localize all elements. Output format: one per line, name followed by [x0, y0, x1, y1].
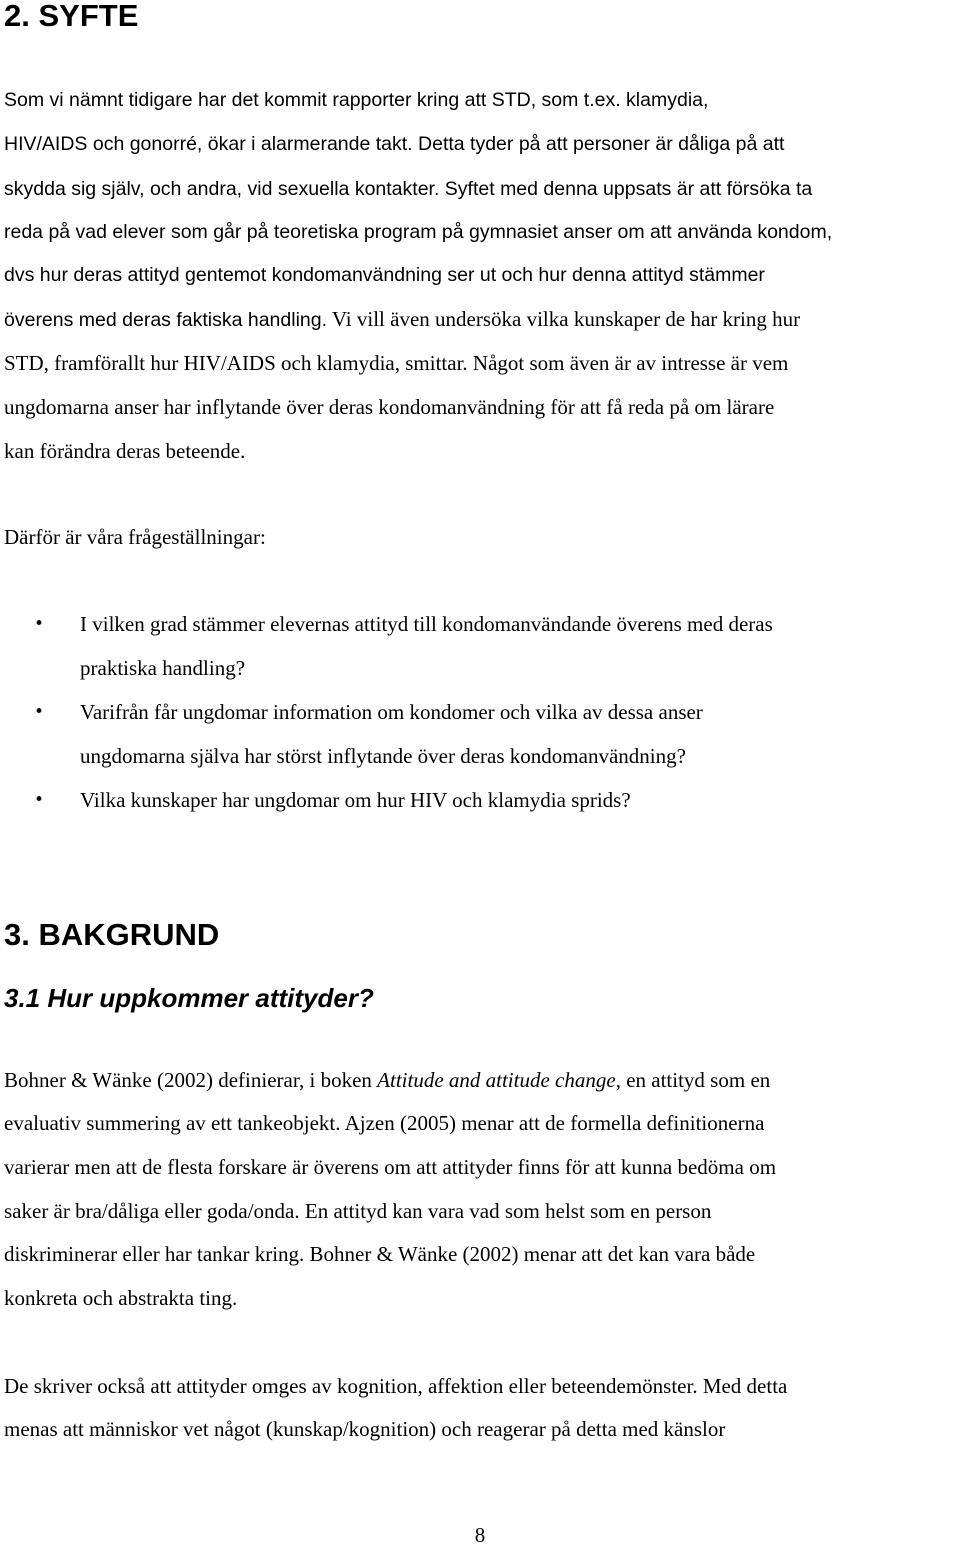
text-line: ungdomarna anser har inflytande över deras kondomanvändning för att få reda på om lärare [4, 395, 775, 419]
text-span: överens med deras faktiska handling. [4, 309, 328, 331]
bullet-icon: • [34, 790, 45, 810]
text-line: HIV/AIDS och gonorré, ökar i alarmerande takt. Detta tyder på att personer är dåliga på att [4, 133, 785, 155]
subsection-heading: 3.1 Hur uppkommer attityder? [4, 983, 374, 1013]
text-line [4, 1067, 770, 1093]
text-line: diskriminerar eller har tankar kring. Bohner & Wänke (2002) menar att det kan vara både [4, 1242, 756, 1266]
text-span: , en attityd som en [615, 1068, 771, 1092]
text-span: STD, framförallt hur HIV/AIDS och klamydia, smittar. [4, 351, 468, 375]
bullet-icon: • [34, 702, 45, 722]
questions-intro: Därför är våra frågeställningar: [4, 525, 266, 549]
text-line: dvs hur deras attityd gentemot kondomanvändning ser ut och hur denna attityd stämmer [4, 264, 765, 286]
section-heading-syfte: 2. SYFTE [4, 0, 139, 33]
text-line: reda på vad elever som går på teoretiska program på gymnasiet anser om att använda kondom, [4, 221, 833, 243]
text-line: konkreta och abstrakta ting. [4, 1286, 238, 1310]
text-span: Bohner & Wänke (2002) definierar, i boken [4, 1068, 378, 1092]
list-item-line: I vilken grad stämmer elevernas attityd till kondomanvändande överens med deras [80, 612, 773, 636]
text-line: menas att människor vet något (kunskap/kognition) och reagerar på detta med känslor [4, 1417, 726, 1441]
text-line: varierar men att de flesta forskare är överens om att attityder finns för att kunna bedöma om [4, 1155, 777, 1179]
text-span: Något som även är av intresse är vem [467, 351, 789, 375]
list-item-line: Varifrån får ungdomar information om kondomer och vilka av dessa anser [80, 700, 703, 724]
text-span: skydda sig själv, och andra, vid sexuella kontakter. [4, 178, 440, 200]
text-line [4, 175, 812, 202]
text-line: Som vi nämnt tidigare har det kommit rapporter kring att STD, som t.ex. klamydia, [4, 89, 709, 111]
book-title: Attitude and attitude change [377, 1068, 616, 1092]
text-line [4, 350, 788, 376]
page-number: 8 [474, 1523, 486, 1547]
text-line: kan förändra deras beteende. [4, 439, 246, 463]
text-span: Vi vill även undersöka vilka kunskaper de har kring hur [327, 307, 801, 331]
list-item-line: praktiska handling? [80, 656, 246, 680]
text-line: saker är bra/dåliga eller goda/onda. En attityd kan vara vad som helst som en person [4, 1199, 712, 1223]
text-line [4, 306, 800, 333]
text-span: Syftet med denna uppsats är att försöka ta [439, 178, 813, 200]
section-heading-bakgrund: 3. BAKGRUND [4, 917, 220, 952]
list-item-line: ungdomarna själva har störst inflytande över deras kondomanvändning? [80, 744, 686, 768]
text-line: evaluativ summering av ett tankeobjekt. Ajzen (2005) menar att de formella definitionerna [4, 1111, 765, 1135]
text-line: De skriver också att attityder omges av kognition, affektion eller beteendemönster. Med detta [4, 1374, 788, 1398]
list-item-line: Vilka kunskaper har ungdomar om hur HIV och klamydia sprids? [80, 788, 631, 812]
bullet-icon: • [34, 614, 45, 634]
